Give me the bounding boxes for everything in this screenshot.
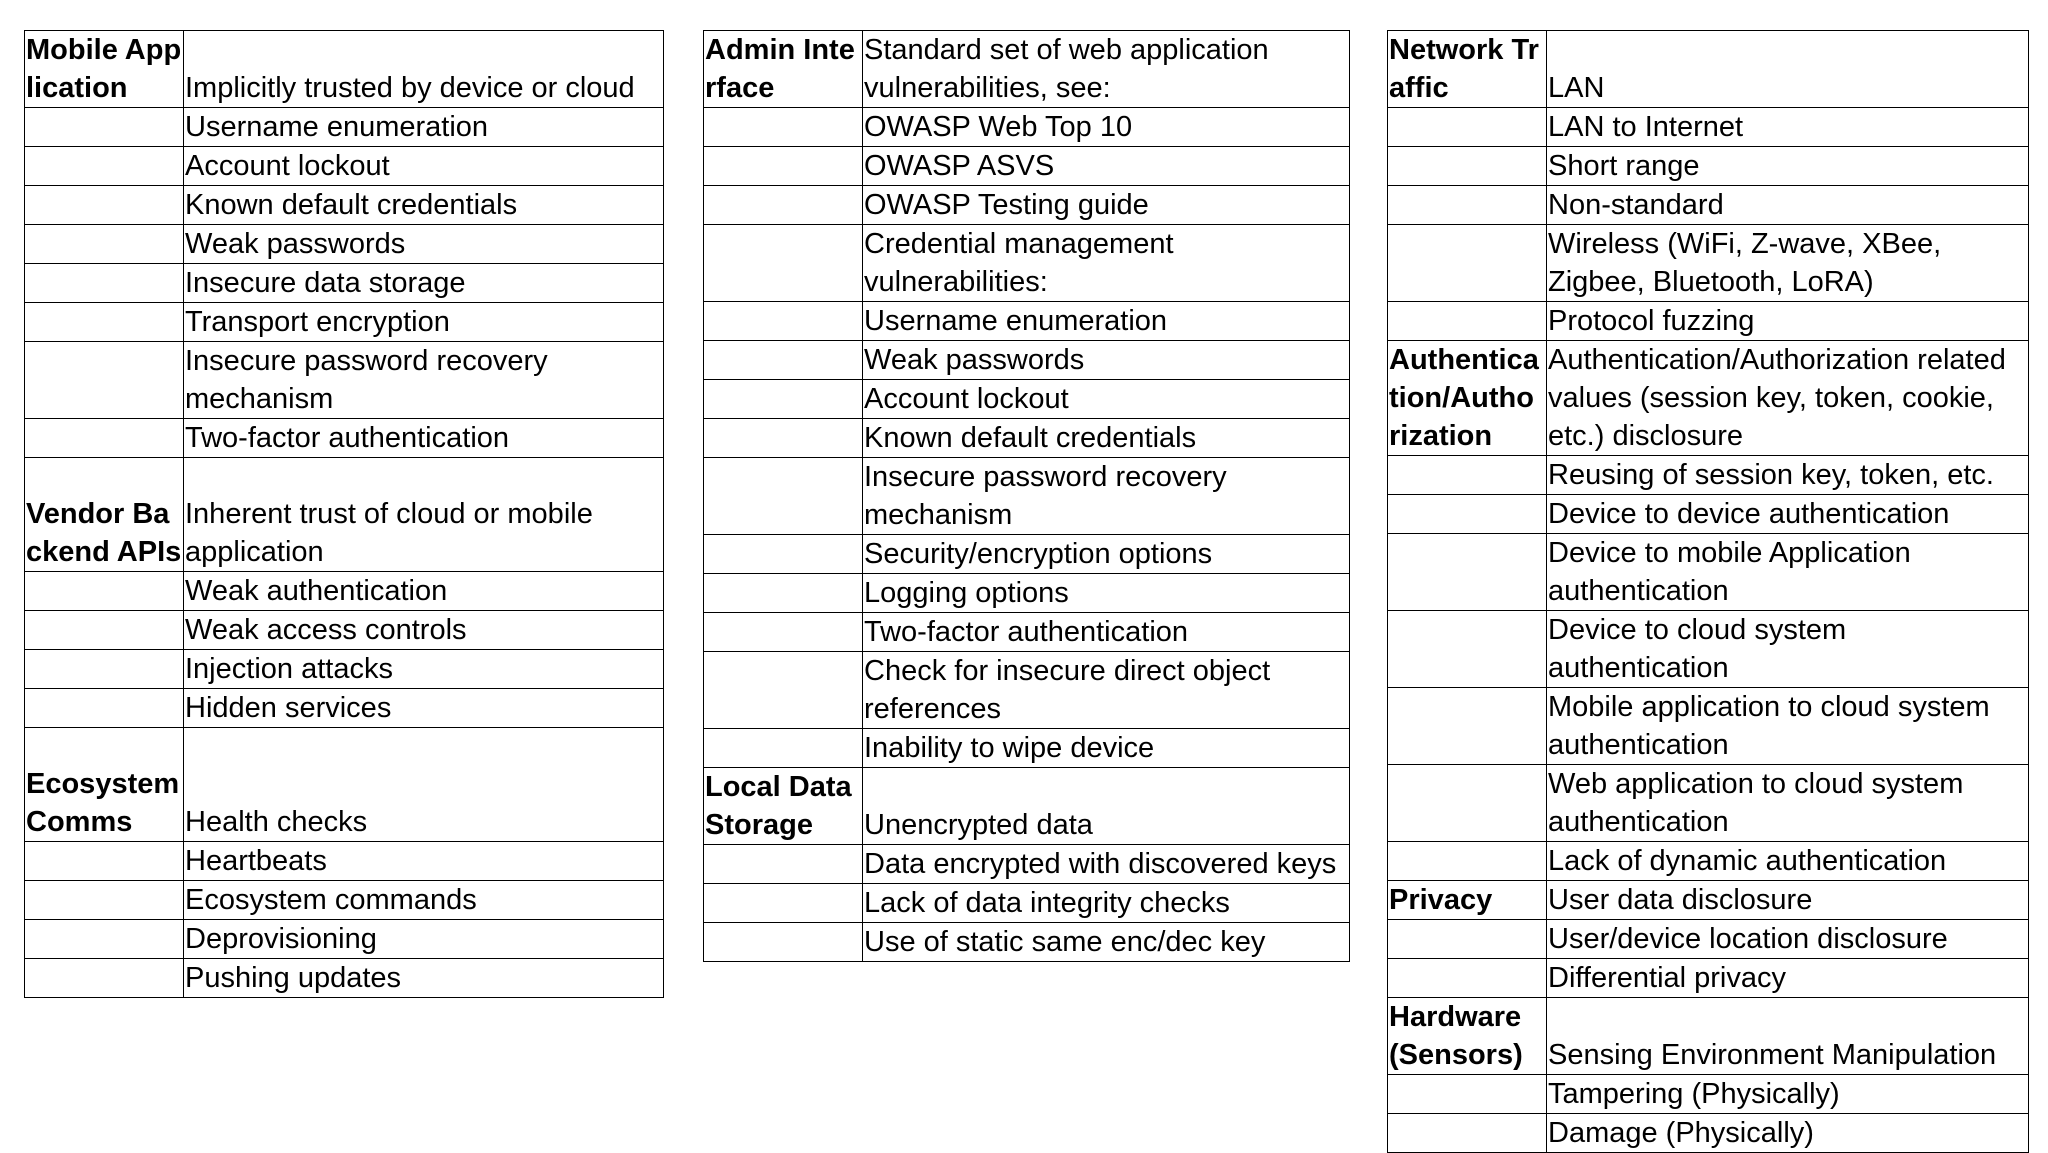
table-cell: Device to mobile Application authentication [1547,534,2029,611]
table-row [704,574,1350,613]
category-label: Authentication/Authorization [1388,341,1547,456]
table-cell: User data disclosure [1547,881,2029,920]
category-cell-empty [25,342,184,419]
table-cell: Data encrypted with discovered keys [863,845,1350,884]
category-label: Vendor Backend APIs [25,458,184,572]
category-cell-empty [1388,842,1547,881]
category-cell-empty [704,613,863,652]
category-cell-empty [704,186,863,225]
table-row [704,768,1350,845]
table-cell: Inability to wipe device [863,729,1350,768]
table-cell: Weak passwords [184,225,664,264]
table-cell: Pushing updates [184,959,664,998]
table-cell: Lack of data integrity checks [863,884,1350,923]
table-cell: Wireless (WiFi, Z-wave, XBee, Zigbee, Bluetooth, LoRA) [1547,225,2029,302]
table-row [1388,534,2029,611]
table-row [25,147,664,186]
table-cell: Hidden services [184,689,664,728]
table-row [1388,147,2029,186]
table-row [704,31,1350,108]
category-cell-empty [1388,534,1547,611]
table-row [704,419,1350,458]
table-row [1388,495,2029,534]
table-cell: Credential management vulnerabilities: [863,225,1350,302]
category-cell-empty [1388,108,1547,147]
category-cell-empty [704,923,863,962]
table-row [704,186,1350,225]
category-cell-empty [704,729,863,768]
table-row [704,923,1350,962]
table-row [1388,225,2029,302]
table-row [1388,31,2029,108]
table-row [704,652,1350,729]
category-cell-empty [25,108,184,147]
category-cell-empty [25,650,184,689]
category-cell-empty [704,380,863,419]
table-row [1388,341,2029,456]
table-row [25,186,664,225]
table-cell: Health checks [184,728,664,842]
table-cell: Protocol fuzzing [1547,302,2029,341]
category-cell-empty [1388,225,1547,302]
table-cell: Transport encryption [184,303,664,342]
table-row [25,108,664,147]
attack-surface-table-2 [703,30,1350,962]
table-row [704,147,1350,186]
table-row [1388,186,2029,225]
table-row [25,264,664,303]
table-row [25,458,664,572]
table-cell: Reusing of session key, token, etc. [1547,456,2029,495]
table-cell: Mobile application to cloud system authentication [1547,688,2029,765]
table-row [25,959,664,998]
table-cell: Ecosystem commands [184,881,664,920]
category-cell-empty [25,186,184,225]
category-cell-empty [1388,456,1547,495]
category-cell-empty [25,611,184,650]
table-cell: Deprovisioning [184,920,664,959]
table-row [25,419,664,458]
table-row [704,302,1350,341]
table-row [704,613,1350,652]
category-cell-empty [704,652,863,729]
table-cell: Account lockout [184,147,664,186]
table-row [25,303,664,342]
table-cell: Device to cloud system authentication [1547,611,2029,688]
category-cell-empty [1388,1114,1547,1153]
table-cell: Weak access controls [184,611,664,650]
category-label: Hardware (Sensors) [1388,998,1547,1075]
category-cell-empty [25,689,184,728]
table-cell: Web application to cloud system authentication [1547,765,2029,842]
table-cell: Logging options [863,574,1350,613]
table-row [1388,998,2029,1075]
category-cell-empty [25,959,184,998]
table-cell: Check for insecure direct object references [863,652,1350,729]
category-cell-empty [704,419,863,458]
table-cell: OWASP Testing guide [863,186,1350,225]
table-row [704,380,1350,419]
category-label: Mobile Application [25,31,184,108]
table-cell: Authentication/Authorization related values (session key, token, cookie, etc.) disclosure [1547,341,2029,456]
category-cell-empty [704,574,863,613]
table-cell: Implicitly trusted by device or cloud [184,31,664,108]
table-row [704,845,1350,884]
table-cell: Security/encryption options [863,535,1350,574]
table-row [1388,456,2029,495]
table-row [704,341,1350,380]
table-cell: Username enumeration [184,108,664,147]
table-row [704,458,1350,535]
table-row [25,689,664,728]
table-cell: OWASP Web Top 10 [863,108,1350,147]
table-row [704,225,1350,302]
table-cell: Sensing Environment Manipulation [1547,998,2029,1075]
category-cell-empty [704,147,863,186]
table-row [1388,842,2029,881]
table-cell: Short range [1547,147,2029,186]
category-cell-empty [25,147,184,186]
table-cell: Heartbeats [184,842,664,881]
table-row [1388,881,2029,920]
table-row [25,572,664,611]
table-row [25,881,664,920]
table-cell: Username enumeration [863,302,1350,341]
table-cell: Weak authentication [184,572,664,611]
table-cell: Known default credentials [863,419,1350,458]
table-row [25,31,664,108]
category-cell-empty [704,884,863,923]
table-row [25,842,664,881]
table-cell: Weak passwords [863,341,1350,380]
category-cell-empty [25,225,184,264]
category-cell-empty [704,225,863,302]
table-row [704,535,1350,574]
category-cell-empty [1388,611,1547,688]
table-row [1388,108,2029,147]
category-cell-empty [1388,302,1547,341]
table-row [704,884,1350,923]
table-row [1388,1114,2029,1153]
category-cell-empty [704,341,863,380]
category-cell-empty [704,302,863,341]
table-row [704,729,1350,768]
category-cell-empty [25,264,184,303]
table-cell: Insecure password recovery mechanism [863,458,1350,535]
category-label: Local Data Storage [704,768,863,845]
category-cell-empty [25,303,184,342]
table-row [1388,611,2029,688]
table-cell: LAN to Internet [1547,108,2029,147]
table-cell: Two-factor authentication [863,613,1350,652]
category-cell-empty [25,419,184,458]
table-row [1388,1075,2029,1114]
category-cell-empty [25,881,184,920]
category-cell-empty [25,842,184,881]
category-cell-empty [1388,920,1547,959]
table-cell: Two-factor authentication [184,419,664,458]
table-cell: Account lockout [863,380,1350,419]
table-cell: Insecure data storage [184,264,664,303]
table-cell: Inherent trust of cloud or mobile application [184,458,664,572]
table-row [704,108,1350,147]
category-cell-empty [1388,1075,1547,1114]
table-row [1388,688,2029,765]
category-cell-empty [1388,688,1547,765]
table-cell: Damage (Physically) [1547,1114,2029,1153]
attack-surface-table-3 [1387,30,2029,1153]
table-row [25,225,664,264]
table-row [25,611,664,650]
table-row [25,920,664,959]
category-cell-empty [704,458,863,535]
table-cell: Unencrypted data [863,768,1350,845]
table-row [25,342,664,419]
category-cell-empty [25,920,184,959]
category-label: Privacy [1388,881,1547,920]
table-cell: Tampering (Physically) [1547,1075,2029,1114]
table-cell: Device to device authentication [1547,495,2029,534]
table-row [1388,920,2029,959]
table-row [25,728,664,842]
table-cell: Standard set of web application vulnerabilities, see: [863,31,1350,108]
table-row [1388,302,2029,341]
table-cell: Non-standard [1547,186,2029,225]
category-cell-empty [1388,147,1547,186]
table-cell: Differential privacy [1547,959,2029,998]
category-cell-empty [25,572,184,611]
category-label: Admin Interface [704,31,863,108]
table-cell: Insecure password recovery mechanism [184,342,664,419]
category-label: Ecosystem Comms [25,728,184,842]
table-cell: OWASP ASVS [863,147,1350,186]
category-cell-empty [704,535,863,574]
table-row [1388,959,2029,998]
category-cell-empty [1388,186,1547,225]
table-row [1388,765,2029,842]
category-cell-empty [704,845,863,884]
table-row [25,650,664,689]
table-cell: Known default credentials [184,186,664,225]
category-cell-empty [704,108,863,147]
table-cell: User/device location disclosure [1547,920,2029,959]
category-label: Network Traffic [1388,31,1547,108]
table-cell: Lack of dynamic authentication [1547,842,2029,881]
category-cell-empty [1388,959,1547,998]
attack-surface-table-1 [24,30,664,998]
table-cell: Use of static same enc/dec key [863,923,1350,962]
category-cell-empty [1388,495,1547,534]
category-cell-empty [1388,765,1547,842]
table-cell: Injection attacks [184,650,664,689]
table-cell: LAN [1547,31,2029,108]
